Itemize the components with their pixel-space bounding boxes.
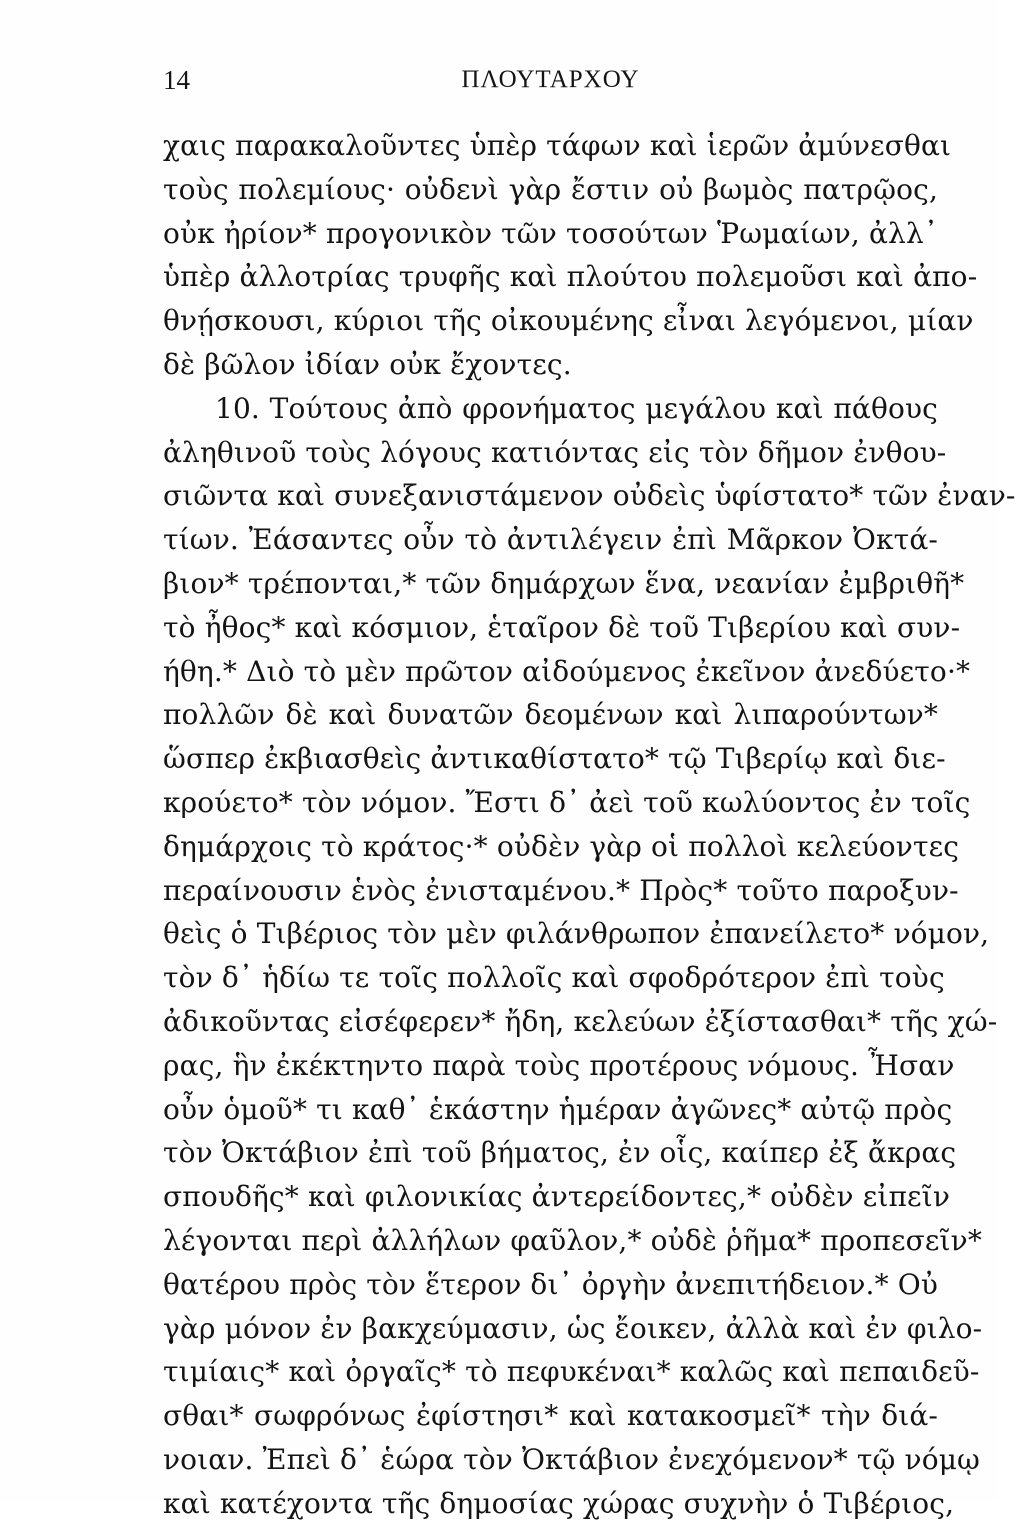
page-number: 14: [163, 65, 190, 95]
text-line: τὸν δ᾿ ἡδίω τε τοῖς πολλοῖς καὶ σφοδρότερον ἐπὶ τοὺς: [163, 961, 945, 995]
text-line: κρούετο* τὸν νόμον. Ἔστι δ᾿ ἀεὶ τοῦ κωλύοντος ἐν τοῖς: [163, 785, 971, 819]
text-line: θατέρου πρὸς τὸν ἕτερον δι᾿ ὀργὴν ἀνεπιτήδειον.* Οὐ: [163, 1267, 939, 1301]
text-line: δὲ βῶλον ἰδίαν οὐκ ἔχοντες.: [163, 347, 572, 381]
text-line: πολλῶν δὲ καὶ δυνατῶν δεομένων καὶ λιπαρούντων*: [163, 698, 938, 732]
text-line: τιμίαις* καὶ ὀργαῖς* τὸ πεφυκέναι* καλῶς καὶ πεπαιδεῦ-: [163, 1355, 980, 1389]
text-line: θνῄσκουσι, κύριοι τῆς οἰκουμένης εἶναι λεγόμενοι, μίαν: [163, 304, 974, 338]
text-line: ἀληθινοῦ τοὺς λόγους κατιόντας εἰς τὸν δῆμον ἐνθου-: [163, 435, 947, 469]
text-line: ὑπὲρ ἀλλοτρίας τρυφῆς καὶ πλούτου πολεμοῦσι καὶ ἀπο-: [163, 260, 978, 294]
text-line: οὖν ὁμοῦ* τι καθ᾿ ἑκάστην ἡμέραν ἀγῶνες* αὐτῷ πρὸς: [163, 1092, 953, 1126]
text-line: γὰρ μόνον ἐν βακχεύμασιν, ὡς ἔοικεν, ἀλλὰ καὶ ἐν φιλο-: [163, 1311, 983, 1345]
text-line: οὐκ ἠρίον* προγονικὸν τῶν τοσούτων Ῥωμαίων, ἀλλ᾿: [163, 216, 938, 250]
text-line: τίων. Ἐάσαντες οὖν τὸ ἀντιλέγειν ἐπὶ Μᾶρκον Ὀκτά-: [163, 523, 938, 557]
text-line: τὸ ἦθος* καὶ κόσμιον, ἑταῖρον δὲ τοῦ Τιβερίου καὶ συν-: [163, 610, 961, 644]
text-line: σπουδῆς* καὶ φιλονικίας ἀντερείδοντες,* οὐδὲν εἰπεῖν: [163, 1180, 951, 1214]
text-line: σθαι* σωφρόνως ἐφίστησι* καὶ κατακοσμεῖ* τὴν διά-: [163, 1399, 938, 1433]
text-line: νοιαν. Ἐπεὶ δ᾿ ἑώρα τὸν Ὀκτάβιον ἐνεχόμενον* τῷ νόμῳ: [163, 1442, 981, 1476]
page-header: [163, 60, 938, 100]
text-line-paragraph-start: 10. Τούτους ἀπὸ φρονήματος μεγάλου καὶ πάθους: [215, 391, 938, 425]
text-line: ρας, ἣν ἐκέκτηντο παρὰ τοὺς προτέρους νόμους. Ἦσαν: [163, 1048, 955, 1082]
text-line: τὸν Ὀκτάβιον ἐπὶ τοῦ βήματος, ἐν οἷς, καίπερ ἐξ ἄκρας: [163, 1136, 957, 1170]
text-line: τοὺς πολεμίους· οὐδενὶ γὰρ ἔστιν οὐ βωμὸς πατρῷος,: [163, 172, 938, 206]
body-text: [163, 124, 1016, 1526]
text-line: ήθη.* Διὸ τὸ μὲν πρῶτον αἰδούμενος ἐκεῖνον ἀνεδύετο·*: [163, 654, 971, 688]
text-line: χαις παρακαλοῦντες ὑπὲρ τάφων καὶ ἱερῶν ἀμύνεσθαι: [163, 129, 952, 162]
text-line: βιον* τρέπονται,* τῶν δημάρχων ἕνα, νεανίαν ἐμβριθῆ*: [163, 566, 965, 600]
running-head: ΠΛΟΥΤΑΡΧΟΥ: [461, 66, 640, 93]
text-line: δημάρχοις τὸ κράτος·* οὐδὲν γὰρ οἱ πολλοὶ κελεύοντες: [163, 829, 960, 863]
text-line: θεὶς ὁ Τιβέριος τὸν μὲν φιλάνθρωπον ἐπανείλετο* νόμον,: [163, 917, 990, 951]
text-line: καὶ κατέχοντα τῆς δημοσίας χώρας συχνὴν ὁ Τιβέριος,: [163, 1486, 955, 1520]
text-line: σιῶντα καὶ συνεξανιστάμενον οὐδεὶς ὑφίστατο* τῶν ἐναν-: [163, 479, 1016, 513]
text-line: ἀδικοῦντας εἰσέφερεν* ἤδη, κελεύων ἐξίστασθαι* τῆς χώ-: [163, 1004, 998, 1038]
text-line: περαίνουσιν ἑνὸς ἐνισταμένου.* Πρὸς* τοῦτο παροξυν-: [163, 873, 959, 907]
text-line: ὥσπερ ἐκβιασθεὶς ἀντικαθίστατο* τῷ Τιβερίῳ καὶ διε-: [163, 742, 946, 776]
text-line: λέγονται περὶ ἀλλήλων φαῦλον,* οὐδὲ ῥῆμα* προπεσεῖν*: [163, 1223, 982, 1257]
